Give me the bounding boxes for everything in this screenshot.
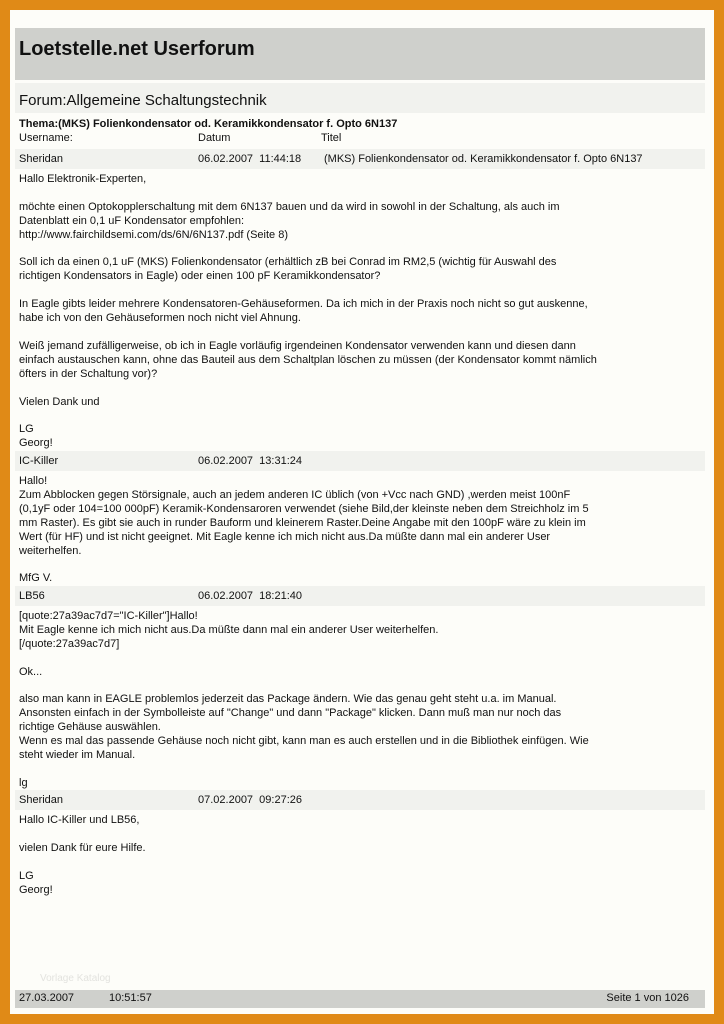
post-header xyxy=(15,451,705,471)
footer-page-number: Seite 1 von 1026 xyxy=(606,992,689,1004)
post-header xyxy=(15,790,705,810)
post-datetime: 06.02.2007 11:44:18 xyxy=(198,153,302,165)
post-datetime: 06.02.2007 13:31:24 xyxy=(198,455,302,467)
forum-bar xyxy=(15,83,705,113)
post-username: IC-Killer xyxy=(19,455,59,467)
post-datetime: 06.02.2007 18:21:40 xyxy=(198,590,302,602)
site-title: Loetstelle.net Userforum xyxy=(19,38,255,60)
post-datetime: 07.02.2007 09:27:26 xyxy=(198,794,302,806)
post-body: Hallo Elektronik-Experten, möchte einen Optokopplerschaltung mit dem 6N137 bauen und da wird in sowohl in der Schaltung, als auch im Datenblatt ein 0,1 uF Kondensator empfohlen: http://www.fairchildsemi.com/ds/6N/6N137.pdf (Seite 8) Soll ich da einen 0,1 uF (MKS) Folienkondensator (erhältlich zB bei Conrad im RM2,5 (wichtig für Auswahl des richtigen Kondensators in Eagle) oder einen 100 pF Keramikkondensator? In Eagle gibts leider mehrere Kondensatoren-Gehäuseformen. Da ich mich in der Praxis noch nicht so gut auskenne, habe ich von den Gehäuseformen noch nicht viel Ahnung. Weiß jemand zufälligerweise, ob ich in Eagle vorläufig irgendeinen Kondensator verwenden kann und diesen dann einfach austauschen kann, ohne das Bauteil aus dem Schaltplan löschen zu müssen (der Kondensator kommt nämlich öfters in der Schaltung vor)? Vielen Dank und LG Georg! xyxy=(19,173,597,450)
post-body: [quote:27a39ac7d7="IC-Killer"]Hallo! Mit Eagle kenne ich mich nicht aus.Da müßte dann mal ein anderer User weiterhelfen. [/quote:27a39ac7d7] Ok... also man kann in EAGLE problemlos jederzeit das Package ändern. Wie das genau geht steht u.a. im Manual. Ansonsten einfach in der Symbolleiste auf "Change" und dann "Package" klicken. Dann muß man nur noch das richtige Gehäuse auswählen. Wenn es mal das passende Gehäuse noch nicht gibt, kann man es auch erstellen und in die Bibliothek einfügen. Wie steht wieder im Manual. lg xyxy=(19,610,589,789)
footer-time: 10:51:57 xyxy=(109,992,152,1004)
footer-date: 27.03.2007 xyxy=(19,992,75,1004)
column-title: Titel xyxy=(321,132,342,144)
post-username: LB56 xyxy=(19,590,45,602)
post-header xyxy=(15,149,705,169)
site-header xyxy=(15,28,705,80)
watermark: Vorlage Katalog xyxy=(40,973,111,984)
post-username: Sheridan xyxy=(19,153,64,165)
page-footer xyxy=(15,990,705,1008)
post-username: Sheridan xyxy=(19,794,64,806)
post-body: Hallo IC-Killer und LB56, vielen Dank für eure Hilfe. LG Georg! xyxy=(19,814,146,896)
post-body: Hallo! Zum Abblocken gegen Störsignale, auch an jedem anderen IC üblich (von +Vcc nach GND) ,werden meist 100nF (0,1yF oder 104=100 000pF) Keramik-Kondensaroren verwendet (siehe Bild,der kleinste neben dem Streichholz im 5 mm Raster). Es gibt sie auch in runder Bauform und kleinerem Raster.Deine Angabe mit den 100pF wäre zu klein im Wert (für HF) und ist nicht geeignet. Mit Eagle kenne ich mich nicht aus.Da müßte dann mal ein anderer User weiterhelfen. MfG V. xyxy=(19,475,589,585)
column-username: Username: xyxy=(19,132,73,144)
post-header xyxy=(15,586,705,606)
forum-name: Forum:Allgemeine Schaltungstechnik xyxy=(19,92,267,109)
column-date: Datum xyxy=(198,132,231,144)
thread-title: Thema:(MKS) Folienkondensator od. Keramikkondensator f. Opto 6N137 xyxy=(19,118,398,130)
forum-page xyxy=(10,10,714,1014)
post-title: (MKS) Folienkondensator od. Keramikkondensator f. Opto 6N137 xyxy=(324,153,643,165)
